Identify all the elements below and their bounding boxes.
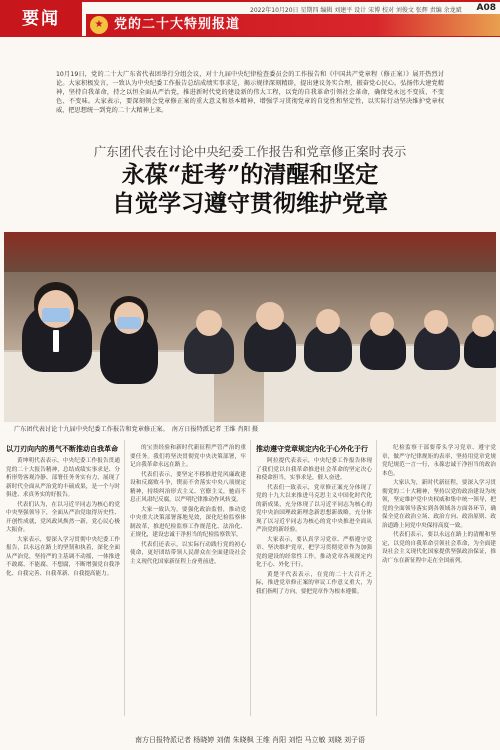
column-paragraph: 代表们认为，在以习近平同志为核心的党中央坚强领导下，全面从严治党取得历史性、开创性成就，党风政风焕然一新，党心民心极大振奋。 bbox=[6, 501, 120, 533]
photo-person-face bbox=[424, 310, 448, 334]
column-heading: 推动遵守党章规定内化于心外化于行 bbox=[256, 445, 368, 453]
column-paragraph: 黄楚平代表表示，在党的二十大召开之际，推进党章修正案的审议工作意义重大，为我们指明了方向，要把党章作为根本遵循。 bbox=[256, 571, 372, 595]
photo-person-lanyard bbox=[53, 330, 59, 352]
party-emblem-icon: ★ bbox=[90, 16, 108, 34]
banner-title: 党的二十大特别报道 bbox=[114, 17, 241, 32]
photo-backdrop bbox=[4, 232, 496, 272]
photo-person-face bbox=[370, 312, 394, 336]
header-divider bbox=[0, 36, 500, 37]
column-paragraph: 纪检监察干部要带头学习党章、遵守党章，做严守纪律规矩的表率，坚持用党章党规党纪规范一言一行，永葆忠诚干净担当的政治本色。 bbox=[382, 445, 496, 477]
lead-paragraph: 10月19日，党的二十大广东省代表团举行分组会议，对十九届中央纪律检查委员会的工作报告和《中国共产党章程（修正案）》展开热烈讨论。大家积极发言，一致认为中央纪委工作报告总结成绩实事求是，揭示规律深刻精辟，提出建议务实合理，振奋党心民心。弘扬伟大建党精神，坚持自我革命，持之以恒全面从严治党，推进新时代党的建设新的伟大工程，以党的自我革命引领社会革命，确保党永远不变质、不变色、不变味。大家表示，要深刻领会党章修正案的重大意义和基本精神，增强学习贯彻党章的自觉性和坚定性，以实际行动坚决维护党章权威，把思想统一到党的二十大精神上来。 bbox=[56, 71, 444, 114]
column-divider bbox=[376, 440, 377, 716]
text-column-3 bbox=[256, 444, 372, 728]
photo-person-face bbox=[472, 315, 494, 337]
column-paragraph: 大家表示，要深入学习贯彻中央纪委工作报告，以永远在路上的坚韧和执着，深化全面从严治党，坚持严的主基调不动摇，一体推进不敢腐、不能腐、不想腐，不断增强党自我净化、自我完善、自我革新、自我提高能力。 bbox=[6, 536, 120, 577]
column-paragraph: 大家认为，新时代新征程，要深入学习贯彻党的二十大精神，坚持以党的政治建设为统领，坚定维护党中央权威和集中统一领导，把党的全面领导落实到各领域各方面各环节，确保全党在政治立场、政治方向、政治原则、政治道路上同党中央保持高度一致。 bbox=[382, 480, 496, 529]
text-column-4 bbox=[382, 444, 496, 728]
article-title bbox=[30, 160, 470, 218]
text-column-1 bbox=[6, 444, 120, 728]
photo-person-mask bbox=[42, 308, 70, 322]
column-paragraph: 代表们表示，要坚定不移推进党风廉政建设和反腐败斗争，锲而不舍落实中央八项规定精神，持续纠治形式主义、官僚主义，驰而不息正风肃纪反腐，以严明纪律推动作风转变。 bbox=[130, 471, 246, 503]
page-number: A08 bbox=[476, 3, 496, 13]
column-paragraph: 代表们表示，要以永远在路上的清醒和坚定，以党的自我革命引领社会革命，为全面建设社会主义现代化国家提供坚强政治保证，推动广东在新征程中走在全国前列。 bbox=[382, 532, 496, 564]
column-divider bbox=[250, 440, 251, 716]
page-header bbox=[0, 2, 500, 36]
column-paragraph: 大家表示，要认真学习党章、严格遵守党章、坚决维护党章，把学习贯彻党章作为加强党的建设的经常性工作，推动党章各项规定内化于心、外化于行。 bbox=[256, 536, 372, 568]
edition-info: 2022年10月20日 星期四 编辑 刘建平 设计 宋博 校对 刘俊文 张辉 责编 余龙斌 bbox=[250, 7, 462, 14]
news-photo bbox=[4, 232, 496, 422]
column-heading: 以刀刃向内的勇气不断推动自我革命 bbox=[6, 445, 118, 453]
text-column-2 bbox=[130, 444, 246, 728]
column-paragraph: 代表们还表示，以实际行动践行党的初心使命，更好团结带领人民群众在全面建设社会主义现代化国家新征程上奋勇前进。 bbox=[130, 541, 246, 565]
photo-caption: 广东团代表讨论十九届中央纪委工作报告和党章修正案。 南方日报特派记者 王维 肖阳 摄 bbox=[14, 426, 259, 433]
photo-person-mask bbox=[117, 317, 141, 329]
title-line-2: 自觉学习遵守贯彻维护党章 bbox=[112, 190, 388, 217]
column-paragraph: 的宝贵经验和新时代新征程严管严治的重要任务。我们将坚决贯彻党中央决策部署，牢记自我革命永远在路上。 bbox=[130, 445, 246, 468]
photo-person-face bbox=[316, 309, 340, 334]
column-paragraph: 大家一致认为，要强化政治监督，推动党中央重大决策部署落地见效，深化纪检监察体制改革，推进纪检监察工作规范化、法治化、正规化，建设忠诚干净担当的纪检监察铁军。 bbox=[130, 506, 246, 538]
photo-person-face bbox=[196, 310, 222, 336]
special-report-banner bbox=[86, 14, 500, 36]
photo-person-face bbox=[256, 302, 284, 330]
byline-footer: 南方日报特派记者 杨晓婷 刘倩 朱晓枫 王维 肖阳 刘恺 马立敏 刘晓 刘子语 bbox=[134, 736, 366, 744]
column-paragraph: 代表们一致表示，党章修正案充分体现了党的十九大以来推进马克思主义中国化时代化的新成果，充分体现了以习近平同志为核心的党中央治国理政新理念新思想新战略，充分体现了以习近平同志为核心的党中央推进全面从严治党的新经验。 bbox=[256, 484, 372, 533]
section-label: 要闻 bbox=[0, 2, 82, 36]
column-paragraph: 阿拉提代表表示，中央纪委工作报告体现了我们党以自我革命推进社会革命的坚定决心和使命担当，实事求是，催人奋进。 bbox=[256, 458, 372, 481]
column-divider bbox=[124, 440, 125, 716]
article-subtitle: 广东团代表在讨论中央纪委工作报告和党章修正案时表示 bbox=[93, 144, 407, 159]
column-paragraph: 黄坤明代表表示，中央纪委工作报告贯通党的二十大报告精神，总结成绩实事求是、分析形势客观冷静、部署任务务实有力，展现了新时代全面从严治党的丰硕成果，是一个与时俱进、求真务实的好报告。 bbox=[6, 458, 120, 498]
title-line-1: 永葆“赶考”的清醒和坚定 bbox=[121, 161, 379, 188]
